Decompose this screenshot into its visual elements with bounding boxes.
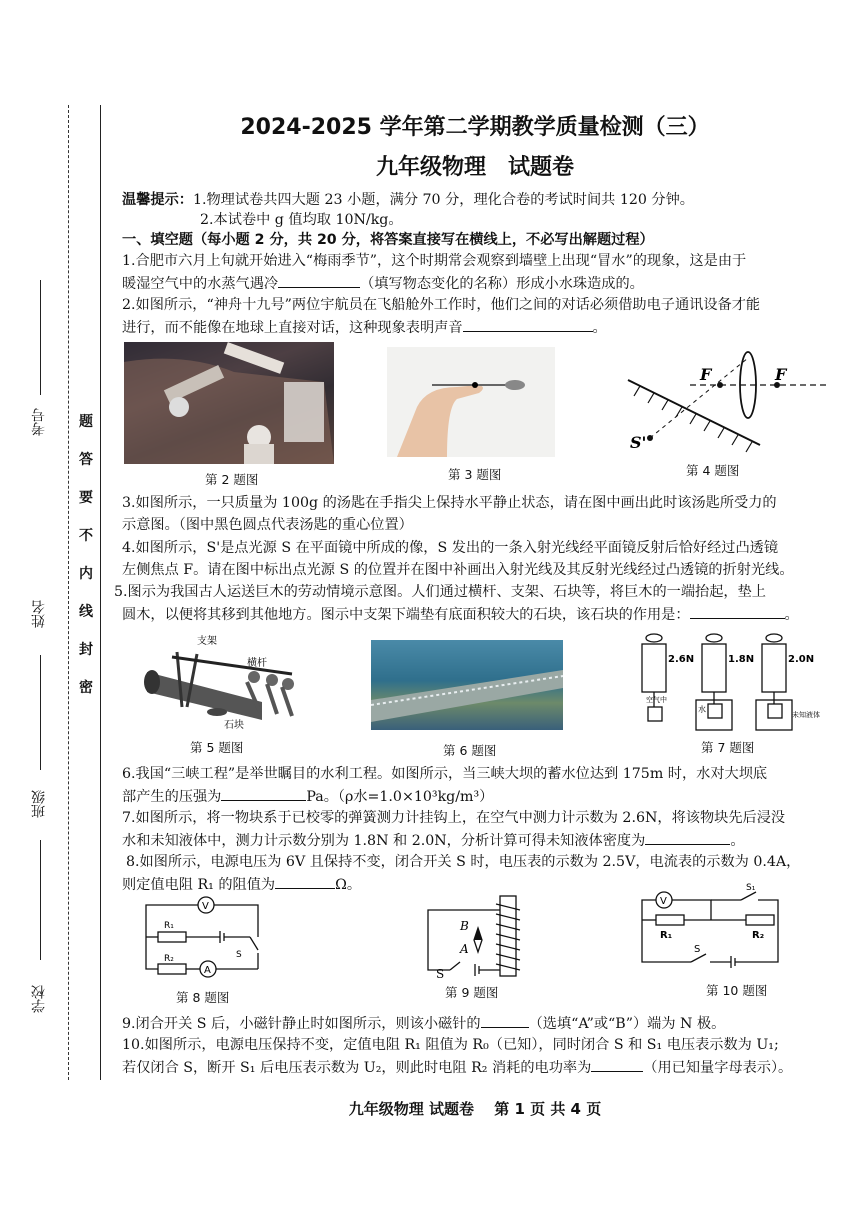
fig4-label-f2: F bbox=[775, 365, 787, 384]
fig8-circuit bbox=[138, 895, 268, 985]
q1-line1: 1.合肥市六月上旬就开始进入“梅雨季节”，这个时期常会观察到墙壁上出现“冒水”的现象，这是由于 bbox=[122, 253, 747, 269]
q7-line2: 水和未知液体中，测力计示数分别为 1.8N 和 2.0N，分析计算可得未知液体密度为 。 bbox=[122, 830, 745, 851]
fig10-label-s1: S₁ bbox=[746, 883, 756, 893]
fig7-reading-1: 2.6N bbox=[668, 654, 695, 665]
q9-answer-blank[interactable] bbox=[481, 1013, 529, 1028]
q5-answer-blank[interactable] bbox=[690, 604, 785, 619]
q2-line2: 进行，而不能像在地球上直接对话，这种现象表明声音 。 bbox=[122, 317, 607, 338]
q6-answer-blank[interactable] bbox=[221, 786, 306, 801]
fig8-caption: 第 8 题图 bbox=[176, 990, 230, 1005]
field-name: 姓名 bbox=[31, 600, 47, 628]
fig5-caption: 第 5 题图 bbox=[190, 740, 244, 755]
fig9-label-a: A bbox=[460, 942, 469, 956]
fig10-circuit bbox=[636, 880, 786, 975]
field-exam-number: 考号 bbox=[31, 408, 47, 436]
fig2-astronaut-photo bbox=[124, 342, 334, 464]
q8-answer-blank[interactable] bbox=[275, 874, 335, 889]
fig8-label-r2: R₂ bbox=[164, 954, 174, 964]
field-exam-number-line[interactable] bbox=[40, 280, 41, 395]
fig9-label-b: B bbox=[460, 919, 469, 933]
q4-line2: 左侧焦点 F。请在图中标出点光源 S 的位置并在图中补画出入射光线及其反射光线经过凸透镜的折射光线。 bbox=[122, 562, 794, 578]
q10-line2: 若仅闭合 S，断开 S₁ 后电压表示数为 U₂，则此时电阻 R₂ 消耗的电功率为 （用已知量字母表示）。 bbox=[122, 1057, 792, 1078]
fig7-caption: 第 7 题图 bbox=[701, 740, 755, 755]
fig10-label-s: S bbox=[694, 944, 701, 955]
fig8-label-s: S bbox=[236, 950, 242, 960]
fig9-label-s: S bbox=[436, 967, 445, 980]
fig9-caption: 第 9 题图 bbox=[445, 985, 499, 1000]
fig9-solenoid bbox=[420, 890, 535, 980]
fig6-dam-photo bbox=[371, 640, 563, 730]
q8-line2: 则定值电阻 R₁ 的阻值为 Ω。 bbox=[122, 874, 361, 895]
q8-line1: 8.如图所示，电源电压为 6V 且保持不变，闭合开关 S 时，电压表的示数为 2.5V，电流表的示数为 0.4A， bbox=[126, 854, 801, 870]
q5-line1: 5.图示为我国古人运送巨木的劳动情境示意图。人们通过横杆、支架、石块等，将巨木的一端抬起，垫上 bbox=[114, 584, 766, 600]
fig7-label-unknown: 未知液体 bbox=[792, 711, 820, 719]
q6-line2: 部产生的压强为 Pa。（ρ水=1.0×10³kg/m³） bbox=[122, 786, 493, 807]
q2-answer-blank[interactable] bbox=[463, 317, 593, 332]
q7-answer-blank[interactable] bbox=[645, 830, 730, 845]
fig4-caption: 第 4 题图 bbox=[686, 463, 740, 478]
page-footer: 九年级物理 试题卷 第 1 页 共 4 页 bbox=[348, 1100, 602, 1118]
q10-answer-blank[interactable] bbox=[591, 1057, 643, 1072]
field-school: 学校 bbox=[31, 985, 47, 1013]
fig8-label-a: A bbox=[204, 965, 211, 976]
notice-line1: 温馨提示：1.物理试卷共四大题 23 小题，满分 70 分，理化合卷的考试时间共 120 分钟。 bbox=[122, 192, 694, 208]
field-name-line[interactable] bbox=[40, 655, 41, 770]
q9-line: 9.闭合开关 S 后，小磁针静止时如图所示，则该小磁针的 （选填“A”或“B”）端为 N 极。 bbox=[122, 1013, 725, 1034]
notice-line2: 2.本试卷中 g 值均取 10N/kg。 bbox=[200, 212, 403, 228]
fig6-caption: 第 6 题图 bbox=[443, 743, 497, 758]
q5-line2: 圆木，以便将其移到其他地方。图示中支架下端垫有底面积较大的石块，该石块的作用是： 。 bbox=[122, 604, 799, 625]
fig5-log-transport bbox=[142, 632, 302, 732]
section-heading: 一、填空题（每小题 2 分，共 20 分，将答案直接写在横线上，不必写出解题过程） bbox=[122, 232, 654, 248]
fig5-label-bar: 横杆 bbox=[247, 658, 267, 669]
q1-line2: 暖湿空气中的水蒸气遇冷 （填写物态变化的名称）形成小水珠造成的。 bbox=[122, 273, 644, 294]
page-subtitle: 九年级物理 试题卷 bbox=[375, 155, 574, 180]
q7-line1: 7.如图所示，将一物块系于已校零的弹簧测力计挂钩上，在空气中测力计示数为 2.6N，将该物块先后浸没 bbox=[122, 810, 786, 826]
fig10-label-r2: R₂ bbox=[752, 930, 765, 941]
fig7-label-air: 空气中 bbox=[646, 696, 667, 704]
fig4-label-s: S' bbox=[630, 433, 647, 452]
fig7-reading-3: 2.0N bbox=[788, 654, 815, 665]
seal-text: 题 答 要 不 内 线 封 密 bbox=[79, 414, 93, 696]
fig10-label-v: V bbox=[660, 896, 667, 907]
fig7-spring-scales bbox=[632, 632, 837, 732]
field-class: 班级 bbox=[31, 790, 47, 818]
fig4-mirror-lens bbox=[620, 350, 835, 460]
q1-answer-blank[interactable] bbox=[278, 273, 360, 288]
q2-line1: 2.如图所示，“神舟十九号”两位宇航员在飞船舱外工作时，他们之间的对话必须借助电子通讯设备才能 bbox=[122, 297, 761, 313]
fig7-label-water: 水 bbox=[698, 705, 706, 714]
q3-line2: 示意图。（图中黑色圆点代表汤匙的重心位置） bbox=[122, 517, 413, 533]
fig10-caption: 第 10 题图 bbox=[706, 983, 768, 998]
fig10-label-r1: R₁ bbox=[660, 930, 673, 941]
fig4-label-f1: F bbox=[700, 365, 712, 384]
fig3-spoon-photo bbox=[387, 347, 555, 457]
fig3-caption: 第 3 题图 bbox=[448, 467, 502, 482]
fig2-caption: 第 2 题图 bbox=[205, 472, 259, 487]
q10-line1: 10.如图所示，电源电压保持不变，定值电阻 R₁ 阻值为 R₀（已知），同时闭合 S 和 S₁ 电压表示数为 U₁; bbox=[122, 1037, 779, 1053]
fig5-label-stone: 石块 bbox=[224, 720, 244, 731]
q4-line1: 4.如图所示，S'是点光源 S 在平面镜中所成的像，S 发出的一条入射光线经平面镜反射后恰好经过凸透镜 bbox=[122, 540, 779, 556]
q6-line1: 6.我国“三峡工程”是举世瞩目的水利工程。如图所示，当三峡大坝的蓄水位达到 175m 时，水对大坝底 bbox=[122, 766, 768, 782]
fig8-label-r1: R₁ bbox=[164, 921, 174, 931]
q3-line1: 3.如图所示，一只质量为 100g 的汤匙在手指尖上保持水平静止状态，请在图中画出此时该汤匙所受力的 bbox=[122, 495, 777, 511]
page-title: 2024-2025 学年第二学期教学质量检测（三） bbox=[240, 115, 710, 140]
field-class-line[interactable] bbox=[40, 840, 41, 960]
fig8-label-v: V bbox=[202, 901, 209, 912]
binding-solid-line bbox=[100, 105, 101, 1080]
binding-dashed-line bbox=[68, 105, 69, 1080]
fig5-label-support: 支架 bbox=[197, 636, 217, 647]
fig7-reading-2: 1.8N bbox=[728, 654, 755, 665]
